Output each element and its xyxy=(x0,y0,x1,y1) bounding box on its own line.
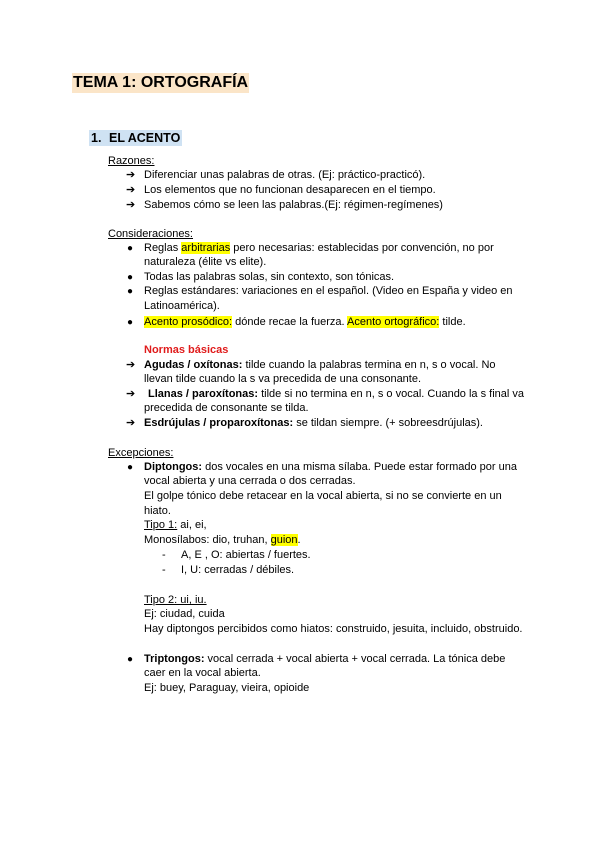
text: tilde. xyxy=(439,316,466,328)
term: Triptongos: xyxy=(144,653,205,665)
arrow-icon: ➔ xyxy=(126,199,136,211)
section-number: 1. xyxy=(91,131,102,145)
diptongos-hiatos: Hay diptongos percibidos como hiatos: construido, jesuita, incluido, obstruido. xyxy=(144,623,523,635)
text: se tildan siempre. (+ sobreesdrújulas). xyxy=(293,417,483,429)
normas-esdrujulas xyxy=(144,416,483,431)
consideraciones-item-1-cont: naturaleza (élite vs elite). xyxy=(144,256,267,268)
section-heading xyxy=(89,130,182,146)
bullet-icon: ● xyxy=(127,272,134,283)
monosilabos-line xyxy=(144,533,301,548)
razones-heading: Razones: xyxy=(108,155,155,167)
arrow-icon: ➔ xyxy=(126,184,136,196)
diptongos-line: hiato. xyxy=(144,505,171,517)
text: vocal cerrada + vocal abierta + vocal cerrada. La tónica debe xyxy=(204,653,506,665)
consideraciones-item-4 xyxy=(144,315,466,330)
highlight-acento-ortografico: Acento ortográfico: xyxy=(347,316,440,328)
bullet-icon: ● xyxy=(127,243,134,254)
arrow-icon: ➔ xyxy=(126,359,136,371)
normas-llanas-cont: precedida de consonante se tilda. xyxy=(144,402,309,414)
term: Esdrújulas / proparoxítonas: xyxy=(144,417,294,429)
dash-item: I, U: cerradas / débiles. xyxy=(181,564,295,576)
bullet-icon: ● xyxy=(127,462,134,473)
razones-item: Diferenciar unas palabras de otras. (Ej: práctico-practicó). xyxy=(144,169,426,181)
dash-icon: - xyxy=(162,549,166,561)
tipo1-label: Tipo 1: xyxy=(144,519,178,531)
dash-item: A, E , O: abiertas / fuertes. xyxy=(181,549,311,561)
diptongos-line: vocal abierta y una cerrada o dos cerradas. xyxy=(144,475,356,487)
bullet-icon: ● xyxy=(127,286,134,297)
highlight-arbitrarias: arbitrarias xyxy=(181,242,231,254)
text: tilde cuando la palabras termina en n, s o vocal. No xyxy=(242,359,496,371)
bullet-icon: ● xyxy=(127,654,134,665)
term: Agudas / oxítonas: xyxy=(144,359,243,371)
text: pero necesarias: establecidas por convención, no por xyxy=(230,242,494,254)
triptongos-line: Ej: buey, Paraguay, vieira, opioide xyxy=(144,682,310,694)
highlight-guion: guion xyxy=(270,534,298,546)
diptongos-line: El golpe tónico debe retacear en la vocal abierta, si no se convierte en un xyxy=(144,490,502,502)
normas-agudas-cont: llevan tilde cuando la s va precedida de una consonante. xyxy=(144,373,422,385)
diptongos-item xyxy=(144,460,517,475)
arrow-icon: ➔ xyxy=(126,388,136,400)
text: Monosílabos: dio, truhan, xyxy=(144,534,271,546)
arrow-icon: ➔ xyxy=(126,417,136,429)
excepciones-heading: Excepciones: xyxy=(108,447,174,459)
text: ai, ei, xyxy=(177,519,207,531)
triptongos-item xyxy=(144,652,505,667)
consideraciones-item-3: Reglas estándares: variaciones en el español. (Video en España y video en xyxy=(144,285,513,297)
consideraciones-item-3-cont: Latinoamérica). xyxy=(144,300,220,312)
triptongos-line: caer en la vocal abierta. xyxy=(144,667,261,679)
razones-item: Sabemos cómo se leen las palabras.(Ej: régimen-regímenes) xyxy=(144,199,443,211)
consideraciones-item-1 xyxy=(144,241,494,256)
dash-icon: - xyxy=(162,564,166,576)
text: tilde si no termina en n, s o vocal. Cuando la s final va xyxy=(258,388,525,400)
text: . xyxy=(297,534,301,546)
arrow-icon: ➔ xyxy=(126,169,136,181)
tipo1-line xyxy=(144,518,207,533)
text: dónde recae la fuerza. xyxy=(232,316,348,328)
term: Llanas / paroxítonas: xyxy=(148,388,259,400)
page-title: TEMA 1: ORTOGRAFÍA xyxy=(73,74,249,91)
razones-item: Los elementos que no funcionan desaparecen en el tiempo. xyxy=(144,184,436,196)
consideraciones-item-2: Todas las palabras solas, sin contexto, son tónicas. xyxy=(144,271,395,283)
text: dos vocales en una misma sílaba. Puede estar formado por una xyxy=(202,461,517,473)
highlight-acento-prosodico: Acento prosódico: xyxy=(144,316,233,328)
bullet-icon: ● xyxy=(127,317,134,328)
tipo2-label: Tipo 2: ui, iu. xyxy=(144,594,207,606)
normas-llanas xyxy=(148,387,524,402)
normas-agudas xyxy=(144,358,496,373)
diptongos-ej: Ej: ciudad, cuida xyxy=(144,608,225,620)
text: Reglas xyxy=(144,242,182,254)
consideraciones-heading: Consideraciones: xyxy=(108,228,193,240)
tipo2-line xyxy=(144,593,207,608)
normas-heading: Normas básicas xyxy=(144,344,229,356)
term: Diptongos: xyxy=(144,461,203,473)
section-label: EL ACENTO xyxy=(109,131,181,145)
